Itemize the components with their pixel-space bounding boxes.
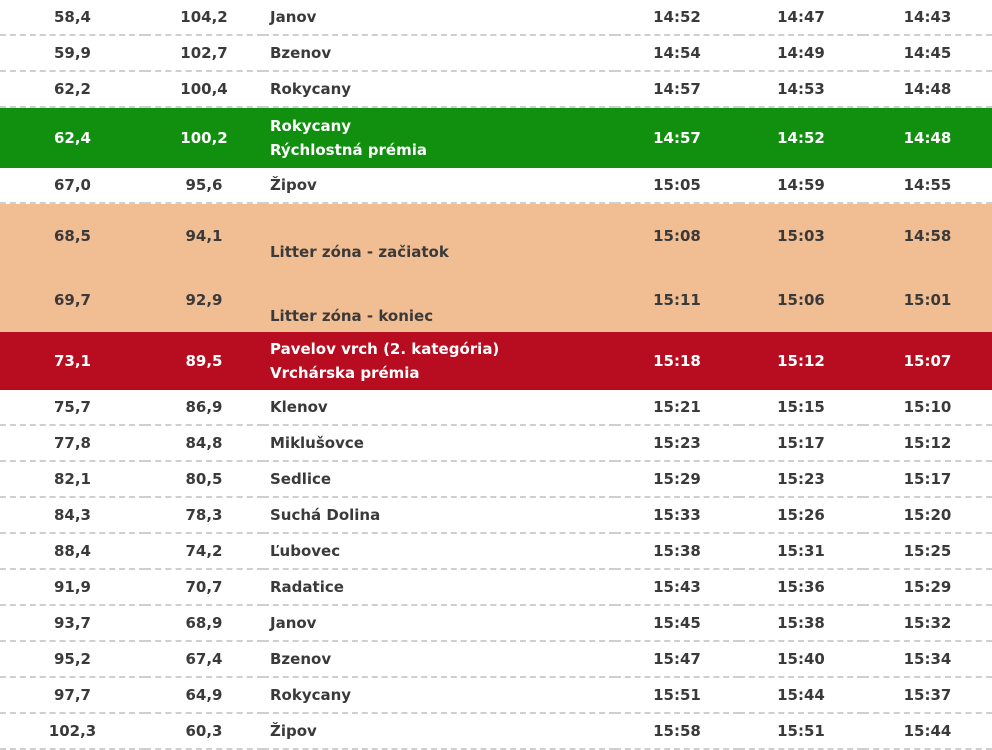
location-cell	[263, 203, 615, 268]
remaining-cell: 68,9	[185, 614, 223, 632]
km-cell: 73,1	[0, 332, 145, 390]
time-slow-cell: 14:45	[903, 44, 952, 62]
time-slow-cell: 15:17	[903, 470, 952, 488]
location-name: Miklušovce	[270, 434, 364, 452]
time-slow-cell: 14:48	[903, 80, 952, 98]
km-cell: 88,4	[53, 542, 91, 560]
time-fast-cell: 15:33	[653, 506, 701, 524]
time-slow-cell: 15:01	[863, 268, 992, 332]
time-slow-cell: 14:58	[863, 203, 992, 268]
location-cell	[263, 425, 615, 461]
time-medium-cell: 15:40	[777, 650, 825, 668]
location-cell	[263, 71, 615, 107]
remaining-cell: 86,9	[185, 398, 223, 416]
time-slow-cell: 15:20	[903, 506, 952, 524]
remaining-cell: 104,2	[180, 8, 228, 26]
location-name: Litter zóna - koniec	[270, 307, 434, 325]
table-row	[0, 35, 992, 71]
time-fast-cell: 15:21	[653, 398, 701, 416]
time-fast-cell: 15:47	[653, 650, 701, 668]
remaining-cell: 92,9	[145, 268, 263, 332]
time-slow-cell: 15:07	[863, 332, 992, 390]
remaining-cell: 78,3	[185, 506, 223, 524]
location-name: Klenov	[270, 398, 328, 416]
time-slow-cell: 15:12	[903, 434, 952, 452]
location-name: Suchá Dolina	[270, 506, 381, 524]
time-medium-cell: 15:26	[777, 506, 825, 524]
location-name: Žipov	[270, 176, 317, 194]
remaining-cell: 100,4	[180, 80, 228, 98]
location-cell	[263, 497, 615, 533]
time-medium-cell: 15:36	[777, 578, 825, 596]
time-medium-cell: 15:03	[739, 203, 863, 268]
time-medium-cell: 15:06	[739, 268, 863, 332]
time-medium-cell: 15:38	[777, 614, 825, 632]
time-slow-cell: 15:44	[903, 722, 952, 740]
km-cell: 68,5	[0, 203, 145, 268]
location-cell	[263, 35, 615, 71]
time-medium-cell: 14:49	[777, 44, 825, 62]
km-cell: 82,1	[53, 470, 91, 488]
location-cell	[263, 168, 615, 203]
table-row	[0, 641, 992, 677]
remaining-cell: 60,3	[185, 722, 223, 740]
time-fast-cell: 15:29	[653, 470, 701, 488]
location-name: Žipov	[270, 722, 317, 740]
remaining-cell: 102,7	[180, 44, 228, 62]
table-row	[0, 268, 992, 332]
time-medium-cell: 14:53	[777, 80, 825, 98]
time-fast-cell: 15:08	[615, 203, 739, 268]
location-cell	[263, 390, 615, 425]
remaining-cell: 64,9	[185, 686, 223, 704]
remaining-cell: 80,5	[185, 470, 223, 488]
time-slow-cell: 15:10	[903, 398, 952, 416]
remaining-cell: 67,4	[185, 650, 223, 668]
time-fast-cell: 15:05	[653, 176, 701, 194]
location-name: Bzenov	[270, 44, 332, 62]
table-row	[0, 390, 992, 425]
location-subtitle: Vrchárska prémia	[270, 364, 420, 382]
remaining-cell: 95,6	[185, 176, 223, 194]
remaining-cell: 84,8	[185, 434, 223, 452]
table-row	[0, 461, 992, 497]
table-row	[0, 0, 992, 35]
location-name: Bzenov	[270, 650, 332, 668]
remaining-cell: 94,1	[145, 203, 263, 268]
table-row	[0, 168, 992, 203]
location-name: Rokycany	[270, 80, 352, 98]
time-fast-cell: 14:57	[615, 107, 739, 168]
location-name: Janov	[270, 614, 317, 632]
time-medium-cell: 15:23	[777, 470, 825, 488]
km-cell: 58,4	[53, 8, 91, 26]
location-cell	[263, 461, 615, 497]
km-cell: 97,7	[53, 686, 91, 704]
time-slow-cell: 15:29	[903, 578, 952, 596]
location-subtitle: Rýchlostná prémia	[270, 141, 427, 159]
km-cell: 75,7	[53, 398, 91, 416]
location-cell	[263, 641, 615, 677]
table-row	[0, 332, 992, 390]
time-fast-cell: 15:18	[615, 332, 739, 390]
time-fast-cell: 15:38	[653, 542, 701, 560]
location-cell	[263, 268, 615, 332]
table-row	[0, 677, 992, 713]
time-medium-cell: 14:47	[777, 8, 825, 26]
time-fast-cell: 15:51	[653, 686, 701, 704]
time-slow-cell: 14:48	[863, 107, 992, 168]
time-slow-cell: 14:43	[903, 8, 952, 26]
time-fast-cell: 15:23	[653, 434, 701, 452]
location-name: Janov	[270, 8, 317, 26]
location-name: Litter zóna - začiatok	[270, 243, 449, 261]
location-name: Radatice	[270, 578, 344, 596]
location-cell	[263, 332, 615, 390]
table-row	[0, 71, 992, 107]
location-name: Rokycany	[270, 117, 352, 135]
remaining-cell: 70,7	[185, 578, 223, 596]
time-medium-cell: 15:12	[739, 332, 863, 390]
location-name: Sedlice	[270, 470, 332, 488]
km-cell: 91,9	[53, 578, 91, 596]
km-cell: 62,4	[0, 107, 145, 168]
time-medium-cell: 14:52	[739, 107, 863, 168]
location-name: Rokycany	[270, 686, 352, 704]
table-row	[0, 203, 992, 268]
table-row	[0, 497, 992, 533]
time-fast-cell: 15:45	[653, 614, 701, 632]
location-cell	[263, 569, 615, 605]
location-cell	[263, 713, 615, 749]
km-cell: 102,3	[48, 722, 97, 740]
table-row	[0, 425, 992, 461]
time-medium-cell: 14:59	[777, 176, 825, 194]
time-medium-cell: 15:15	[777, 398, 825, 416]
time-fast-cell: 15:11	[615, 268, 739, 332]
time-slow-cell: 15:32	[903, 614, 952, 632]
location-name: Ľubovec	[270, 542, 341, 560]
time-medium-cell: 15:17	[777, 434, 825, 452]
km-cell: 95,2	[53, 650, 91, 668]
time-medium-cell: 15:51	[777, 722, 825, 740]
km-cell: 67,0	[53, 176, 91, 194]
time-slow-cell: 14:55	[903, 176, 952, 194]
time-medium-cell: 15:44	[777, 686, 825, 704]
time-fast-cell: 15:58	[653, 722, 701, 740]
time-fast-cell: 14:54	[653, 44, 701, 62]
location-cell	[263, 605, 615, 641]
km-cell: 69,7	[0, 268, 145, 332]
remaining-cell: 89,5	[145, 332, 263, 390]
time-fast-cell: 14:57	[653, 80, 701, 98]
table-row	[0, 713, 992, 749]
km-cell: 93,7	[53, 614, 91, 632]
location-cell	[263, 533, 615, 569]
time-slow-cell: 15:34	[903, 650, 952, 668]
km-cell: 84,3	[53, 506, 91, 524]
time-slow-cell: 15:25	[903, 542, 952, 560]
table-row	[0, 107, 992, 168]
time-fast-cell: 14:52	[653, 8, 701, 26]
time-medium-cell: 15:31	[777, 542, 825, 560]
time-slow-cell: 15:37	[903, 686, 952, 704]
table-row	[0, 605, 992, 641]
location-cell	[263, 0, 615, 35]
table-row	[0, 533, 992, 569]
km-cell: 59,9	[53, 44, 91, 62]
km-cell: 77,8	[53, 434, 91, 452]
location-name: Pavelov vrch (2. kategória)	[270, 340, 500, 358]
time-fast-cell: 15:43	[653, 578, 701, 596]
remaining-cell: 74,2	[185, 542, 223, 560]
location-cell	[263, 107, 615, 168]
km-cell: 62,2	[53, 80, 91, 98]
location-cell	[263, 677, 615, 713]
table-row	[0, 569, 992, 605]
remaining-cell: 100,2	[145, 107, 263, 168]
